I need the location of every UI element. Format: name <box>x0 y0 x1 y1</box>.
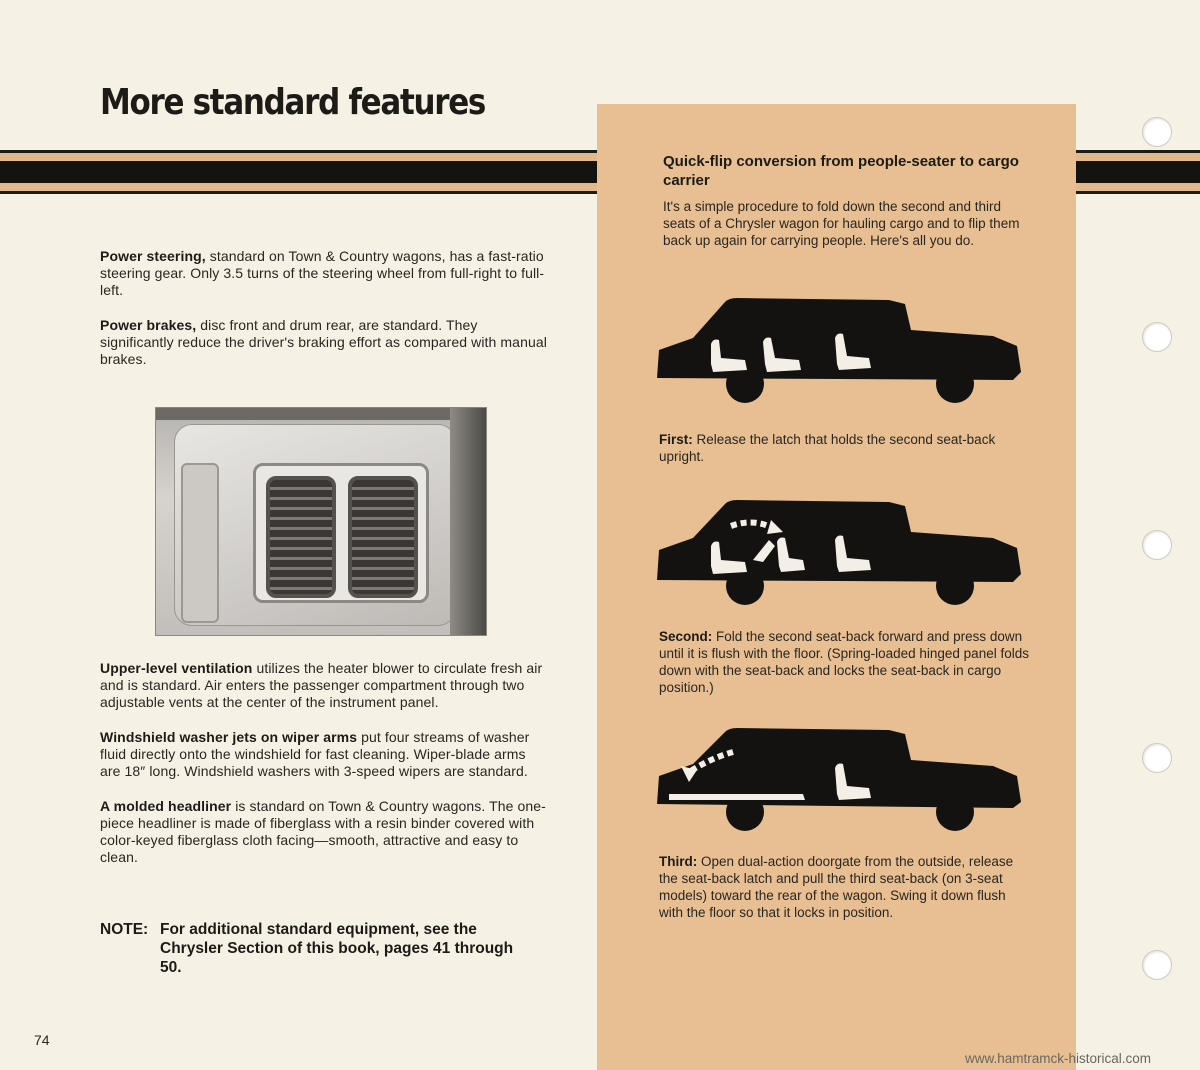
page-title: More standard features <box>100 82 486 123</box>
band-tan-line <box>1076 183 1200 191</box>
band-thin-line <box>1076 191 1200 194</box>
step-lead: First: <box>659 432 693 447</box>
quick-flip-sidebar <box>597 104 1076 1070</box>
side-bezel <box>181 463 219 623</box>
band-tan-line <box>0 183 597 191</box>
air-vent-left <box>266 476 336 598</box>
step-first <box>659 431 1029 465</box>
binder-hole <box>1142 743 1172 773</box>
watermark-text: www.hamtramck-historical.com <box>965 1051 1152 1066</box>
page-number: 74 <box>34 1032 50 1048</box>
air-vent-right <box>348 476 418 598</box>
feature-lead: Windshield washer jets on wiper arms <box>100 729 358 745</box>
feature-text: disc front and drum rear, are standard. They significantly reduce the driver's braking effort as compared with manual brakes. <box>100 317 547 367</box>
note-text: For additional standard equipment, see the Chrysler Section of this book, pages 41 through 50. <box>160 921 514 976</box>
feature-text: is standard on Town & Country wagons. The one-piece headliner is made of fiberglass with a resin binder covered with color-keyed fiberglass cloth facing—smooth, attractive and easy to clean. <box>100 798 546 865</box>
feature-text: utilizes the heater blower to circulate fresh air and is standard. Air enters the passenger compartment through two adjustable vents at the center of the instrument panel. <box>100 660 543 710</box>
wagon-wheel-rear <box>936 793 974 831</box>
feature-paragraph-ventilation <box>100 660 550 711</box>
ventilation-vents-photo <box>155 407 487 636</box>
wagon-silhouette-third <box>653 724 1025 836</box>
band-tan-line <box>1076 153 1200 161</box>
feature-lead: Power steering, <box>100 248 206 264</box>
left-column-lower <box>100 660 550 884</box>
sidebar-intro: It's a simple procedure to fold down the second and third seats of a Chrysler wagon for hauling cargo and to flip them back up again for carrying people. Here's all you do. <box>663 199 1020 248</box>
feature-paragraph-power-steering <box>100 248 550 299</box>
step-second <box>659 628 1029 696</box>
wagon-wheel-rear <box>936 365 974 403</box>
sidebar-heading: Quick-flip conversion from people-seater to cargo carrier <box>663 153 1019 189</box>
left-column <box>100 248 550 386</box>
step-text: Open dual-action doorgate from the outside, release the seat-back latch and pull the third seat-back (on 3-seat models) toward the rear of the wagon. Swing it down flush with the floor so that it locks in position. <box>659 854 1014 920</box>
band-thin-line <box>0 191 597 194</box>
step-text: Fold the second seat-back forward and press down until it is flush with the floor. (Spring-loaded hinged panel folds down with the seat-back and locks the seat-back in cargo position.) <box>659 629 1029 695</box>
binder-hole <box>1142 950 1172 980</box>
binder-hole <box>1142 322 1172 352</box>
feature-paragraph-power-brakes <box>100 317 550 368</box>
feature-lead: A molded headliner <box>100 798 232 814</box>
feature-paragraph-headliner <box>100 798 550 866</box>
wagon-silhouette-second <box>653 496 1025 608</box>
band-thick-line <box>1076 161 1200 183</box>
flat-cargo-floor <box>669 794 805 800</box>
vent-bezel <box>253 463 429 603</box>
feature-text: standard on Town & Country wagons, has a fast-ratio steering gear. Only 3.5 turns of the steering wheel from full-right to full-left. <box>100 248 545 298</box>
wagon-wheel-rear <box>936 567 974 605</box>
note-label: NOTE: <box>100 921 149 938</box>
band-tan-line <box>0 153 597 161</box>
binder-hole <box>1142 530 1172 560</box>
step-lead: Third: <box>659 854 698 869</box>
wagon-silhouette-first <box>653 294 1025 406</box>
feature-paragraph-washer-jets <box>100 729 550 780</box>
instrument-panel <box>174 424 456 626</box>
feature-lead: Power brakes, <box>100 317 197 333</box>
step-third <box>659 853 1029 921</box>
step-lead: Second: <box>659 629 713 644</box>
step-text: Release the latch that holds the second seat-back upright. <box>659 432 996 464</box>
band-thick-line <box>0 161 597 183</box>
feature-lead: Upper-level ventilation <box>100 660 253 676</box>
dash-trim <box>156 408 486 420</box>
dash-edge <box>450 408 486 635</box>
feature-text: put four streams of washer fluid directly onto the windshield for fast cleaning. Wiper-blade arms are 18″ long. Windshield washers with 3-speed wipers are standard. <box>100 729 530 779</box>
binder-hole <box>1142 117 1172 147</box>
